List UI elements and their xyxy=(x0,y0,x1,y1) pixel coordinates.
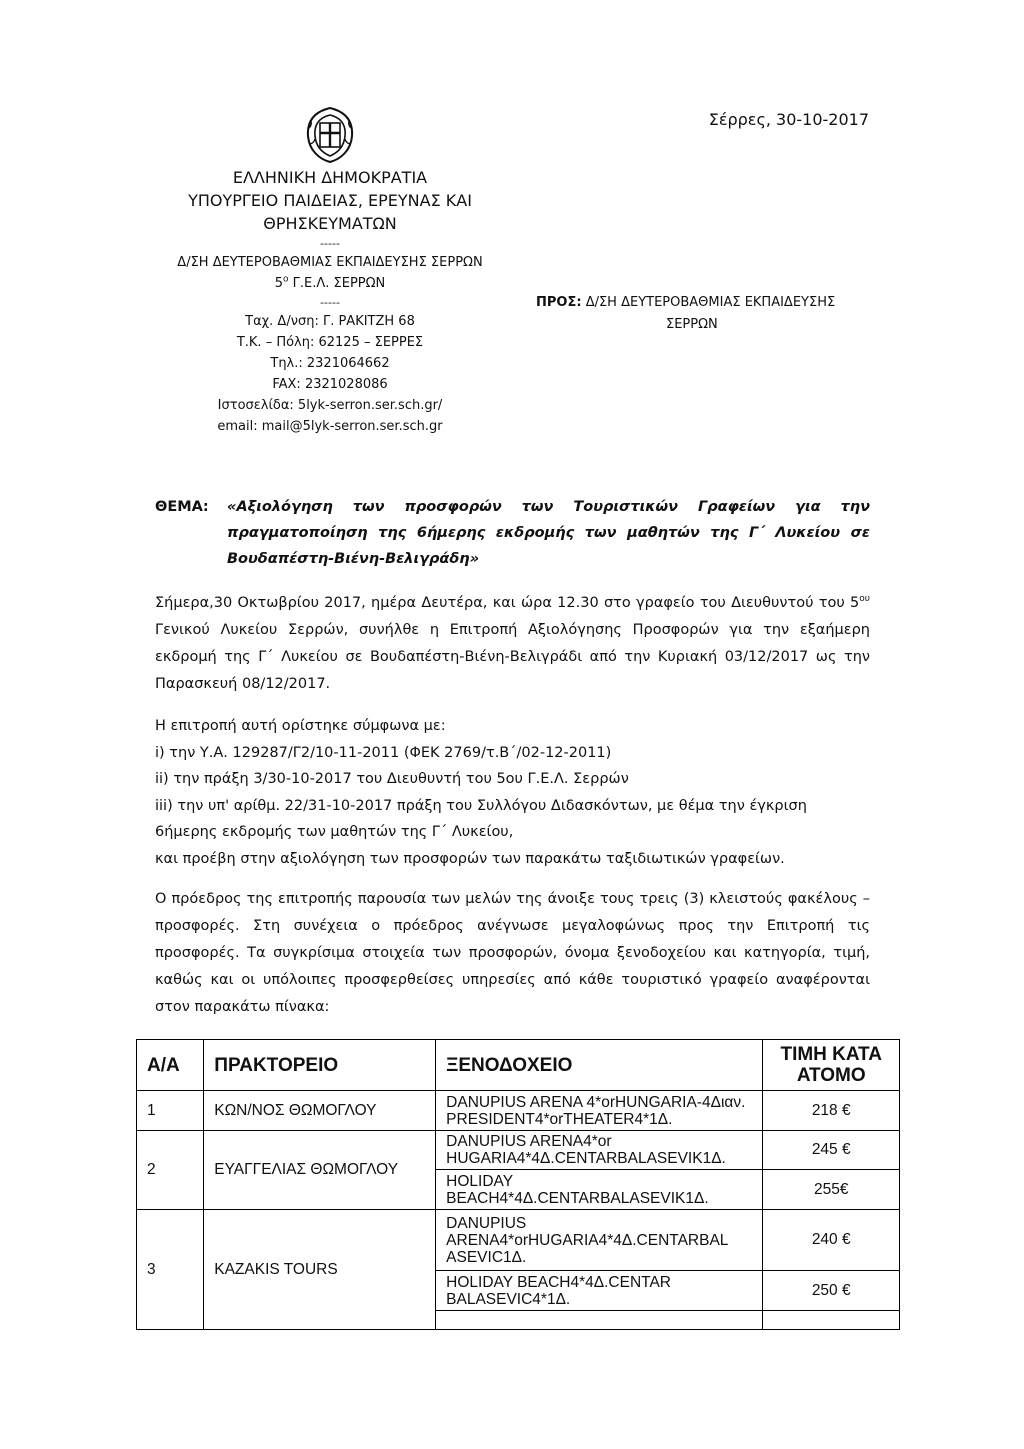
header-school: $5^o$ Γ.Ε.Λ. ΣΕΡΡΩΝ xyxy=(274,274,386,291)
cell-price: 250 € xyxy=(763,1271,900,1311)
subject-label: ΘΕΜΑ: xyxy=(155,499,209,515)
header-email: email: mail@5lyk-serron.ser.sch.gr xyxy=(217,419,443,434)
subject-text-end: Βουδαπέστη-Βιένη-Βελιγράδη» xyxy=(227,551,480,567)
cell-price: 218 € xyxy=(763,1091,900,1131)
cell-hotel: HOLIDAY BEACH4*4Δ.CENTARBALASEVIK1Δ. xyxy=(436,1170,763,1210)
header-phone: Τηλ.: 2321064662 xyxy=(270,356,390,371)
cell-hotel: DANUPIUS ARENA4*orHUGARIA4*4Δ.CENTARBAL ASEVIC1Δ. xyxy=(436,1210,763,1271)
recipient-line1: Δ/ΣΗ ΔΕΥΤΕΡΟΒΑΘΜΙΑΣ ΕΚΠΑΙΔΕΥΣΗΣ xyxy=(585,295,836,310)
cell-aa: 3 xyxy=(137,1210,204,1330)
header-ministry: ΥΠΟΥΡΓΕΙΟ ΠΑΙΔΕΙΑΣ, ΕΡΕΥΝΑΣ ΚΑΙ xyxy=(188,191,472,210)
committee-ref-2: ii) την πράξη 3/30-10-2017 του Διευθυντή του 5ου Γ.Ε.Λ. Σερρών xyxy=(155,771,629,787)
issuer-header xyxy=(140,166,520,437)
table-row xyxy=(137,1131,900,1170)
paragraph-meeting: Σήμερα,30 Οκτωβρίου 2017, ημέρα Δευτέρα, και ώρα 12.30 στο γραφείο του Διευθυντού του $5^{o\upsilon}$ Γενικού Λυκείου Σερρών, συνήλθε η Επιτροπή Αξιολόγησης Προσφορών για την εξαήμερη εκδρομή της Γ΄ Λυκείου σε Βουδαπέστη-Βιένη-Βελιγράδι από την Κυριακή 03/12/2017 ως την Παρασκευή 08/12/2017. xyxy=(155,594,870,692)
committee-ref-3: iii) την υπ' αρίθμ. 22/31-10-2017 πράξη του Συλλόγου Διδασκόντων, με θέμα την έγκριση 6ήμερης εκδρομής των μαθητών της Γ΄ Λυκείου, xyxy=(155,797,807,840)
header-address: Ταχ. Δ/νση: Γ. ΡΑΚΙΤΖΗ 68 xyxy=(245,314,415,329)
paragraph-offers: Ο πρόεδρος της επιτροπής παρουσία των μελών της άνοιξε τους τρεις (3) κλειστούς φακέλους – προσφορές. Στη συνέχεια ο πρόεδρος ανέγνωσε μεγαλοφώνως προς την Επιτροπή τις προσφορές. Τα συγκρίσιμα στοιχεία των προσφορών, όνομα ξενοδοχείου και κατηγορία, τιμή, καθώς και οι υπόλοιπες προσφερθείσες υπηρεσίες από κάθε τουριστικό γραφείο αναφέρονται στον παρακάτω πίνακα: xyxy=(155,891,870,1015)
cell-hotel: DANUPIUS ARENA 4*orHUNGARIA-4Διαν. PRESIDENT4*orTHEATER4*1Δ. xyxy=(436,1091,763,1131)
cell-agency: ΕΥΑΓΓΕΛΙΑΣ ΘΩΜΟΓΛΟΥ xyxy=(204,1131,436,1210)
header-country: ΕΛΛΗΝΙΚΗ ΔΗΜΟΚΡΑΤΙΑ xyxy=(232,168,428,187)
header-postal: Τ.Κ. – Πόλη: 62125 – ΣΕΡΡΕΣ xyxy=(236,335,424,350)
cell-aa: 2 xyxy=(137,1131,204,1210)
cell-hotel: HOLIDAY BEACH4*4Δ.CENTAR BALASEVIC4*1Δ. xyxy=(436,1271,763,1311)
header-ministry-cont: ΘΡΗΣΚΕΥΜΑΤΩΝ xyxy=(263,214,397,233)
cell-price-empty xyxy=(763,1311,900,1330)
header-directorate: Δ/ΣΗ ΔΕΥΤΕΡΟΒΑΘΜΙΑΣ ΕΚΠΑΙΔΕΥΣΗΣ ΣΕΡΡΩΝ xyxy=(177,255,483,270)
col-header-agency: ΠΡΑΚΤΟΡΕΙΟ xyxy=(204,1040,436,1091)
subject-block xyxy=(155,494,870,572)
greek-coat-of-arms-icon xyxy=(303,106,357,164)
header-divider-2: ----- xyxy=(320,296,340,309)
table-row xyxy=(137,1091,900,1131)
col-header-price: ΤΙΜΗ ΚΑΤΑ ΑΤΟΜΟ xyxy=(763,1040,900,1091)
document-date: Σέρρες, 30-10-2017 xyxy=(708,110,869,129)
table-header-row xyxy=(137,1040,900,1091)
cell-agency: ΚΩΝ/ΝΟΣ ΘΩΜΟΓΛΟΥ xyxy=(204,1091,436,1131)
cell-hotel: DANUPIUS ARENA4*or HUGARIA4*4Δ.CENTARBALASEVIK1Δ. xyxy=(436,1131,763,1170)
col-header-hotel: ΞΕΝΟΔΟΧΕΙΟ xyxy=(436,1040,763,1091)
recipient-block xyxy=(536,292,835,336)
header-divider: ----- xyxy=(320,237,340,250)
offers-table xyxy=(136,1039,900,1330)
committee-conclusion: και προέβη στην αξιολόγηση των προσφορών των παρακάτω ταξιδιωτικών γραφείων. xyxy=(155,850,785,867)
col-header-aa: Α/Α xyxy=(137,1040,204,1091)
cell-price: 245 € xyxy=(763,1131,900,1170)
cell-agency: KAZAKIS TOURS xyxy=(204,1210,436,1330)
subject-text: «Αξιολόγηση των προσφορών των Τουριστικών Γραφείων για την πραγματοποίηση της 6ήμερης εκδρομής των μαθητών της Γ΄ Λυκείου σε xyxy=(227,499,870,541)
committee-intro: Η επιτροπή αυτή ορίστηκε σύμφωνα με: xyxy=(155,718,446,734)
header-fax: FAX: 2321028086 xyxy=(272,377,388,392)
recipient-line2: ΣΕΡΡΩΝ xyxy=(666,317,718,332)
cell-price: 240 € xyxy=(763,1210,900,1271)
table-row xyxy=(137,1210,900,1271)
header-website: Ιστοσελίδα: 5lyk-serron.ser.sch.gr/ xyxy=(217,398,443,413)
cell-hotel-empty xyxy=(436,1311,763,1330)
cell-aa: 1 xyxy=(137,1091,204,1131)
paragraph-committee xyxy=(155,713,870,872)
committee-ref-1: i) την Υ.Α. 129287/Γ2/10-11-2011 (ΦΕΚ 2769/τ.Β΄/02-12-2011) xyxy=(155,744,612,761)
cell-price: 255€ xyxy=(763,1170,900,1210)
recipient-label: ΠΡΟΣ: xyxy=(536,295,582,310)
